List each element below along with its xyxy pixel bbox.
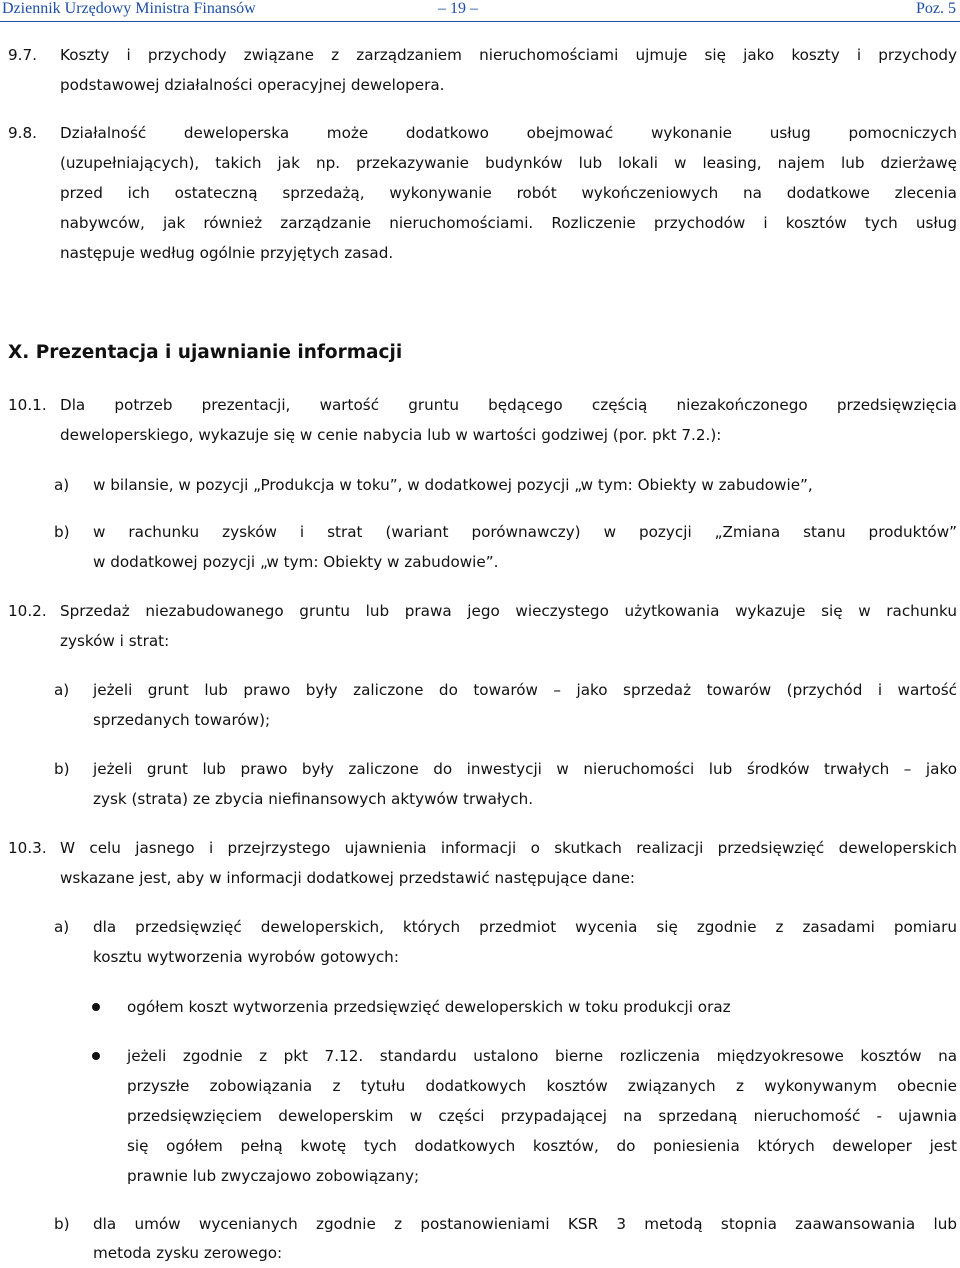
bullet-marker [92,1052,100,1060]
text-line: metoda zysku zerowego: [93,1244,283,1262]
item-letter: b) [54,760,70,778]
journal-title: Dziennik Urzędowy Ministra Finansów [2,0,256,17]
text-line: W celu jasnego i przejrzystego ujawnienia informacji o skutkach realizacji przedsięwzięć deweloperskich [60,839,957,857]
paragraph-number: 10.2. [8,602,47,620]
text-line: sprzedanych towarów); [93,711,271,729]
text-line: (uzupełniających), takich jak np. przekazywanie budynków lub lokali w leasing, najem lub dzierżawę [60,154,957,172]
page-header [0,0,960,22]
text-line: jeżeli zgodnie z pkt 7.12. standardu ustalono bierne rozliczenia międzyokresowe kosztów na [127,1047,957,1065]
text-line: w dodatkowej pozycji „w tym: Obiekty w zabudowie”. [93,553,499,571]
text-line: zysk (strata) ze zbycia niefinansowych aktywów trwałych. [93,790,534,808]
bullet-marker [92,1003,100,1011]
item-letter: b) [54,523,70,541]
text-line: prawnie lub zwyczajowo zobowiązany; [127,1167,420,1185]
text-line: Dla potrzeb prezentacji, wartość gruntu będącego częścią niezakończonego przedsięwzięcia [60,396,957,414]
text-line: Sprzedaż niezabudowanego gruntu lub prawa jego wieczystego użytkowania wykazuje się w rachunku [60,602,957,620]
text-line: ogółem koszt wytworzenia przedsięwzięć deweloperskich w toku produkcji oraz [127,998,731,1016]
text-line: dla przedsięwzięć deweloperskich, których przedmiot wycenia się zgodnie z zasadami pomiaru [93,918,957,936]
text-line: jeżeli grunt lub prawo były zaliczone do inwestycji w nieruchomości lub środków trwałych – jako [93,760,957,778]
item-letter: a) [54,681,70,699]
text-line: deweloperskiego, wykazuje się w cenie nabycia lub w wartości godziwej (por. pkt 7.2.): [60,426,722,444]
item-letter: b) [54,1215,70,1233]
text-line: kosztu wytworzenia wyrobów gotowych: [93,948,399,966]
text-line: w bilansie, w pozycji „Produkcja w toku”, w dodatkowej pozycji „w tym: Obiekty w zabudowie”, [93,476,813,494]
position-number: Poz. 5 [916,0,956,17]
text-line: wskazane jest, aby w informacji dodatkowej przedstawić następujące dane: [60,869,636,887]
text-line: się ogółem pełną kwotę tych dodatkowych kosztów, do poniesienia których deweloper jest [127,1137,957,1155]
item-letter: a) [54,476,70,494]
text-line: przyszłe zobowiązania z tytułu dodatkowych kosztów związanych z wykonywanym obecnie [127,1077,957,1095]
text-line: podstawowej działalności operacyjnej dewelopera. [60,76,445,94]
text-line: nabywców, jak również zarządzanie nieruchomościami. Rozliczenie przychodów i kosztów tych usług [60,214,957,232]
text-line: zysków i strat: [60,632,170,650]
section-title: X. Prezentacja i ujawnianie informacji [8,342,403,363]
paragraph-number: 9.7. [8,46,37,64]
paragraph-number: 10.1. [8,396,47,414]
item-letter: a) [54,918,70,936]
text-line: następuje według ogólnie przyjętych zasad. [60,244,394,262]
page-number: – 19 – [438,0,478,17]
header-rule [0,21,960,22]
text-line: Działalność deweloperska może dodatkowo obejmować wykonanie usług pomocniczych [60,124,957,142]
paragraph-number: 10.3. [8,839,47,857]
text-line: przedsięwzięciem deweloperskim w części przypadającej na sprzedaną nieruchomość - ujawnia [127,1107,957,1125]
text-line: jeżeli grunt lub prawo były zaliczone do towarów – jako sprzedaż towarów (przychód i wartość [93,681,957,699]
text-line: przed ich ostateczną sprzedażą, wykonywanie robót wykończeniowych na dodatkowe zlecenia [60,184,957,202]
text-line: dla umów wycenianych zgodnie z postanowieniami KSR 3 metodą stopnia zaawansowania lub [93,1215,957,1233]
text-line: Koszty i przychody związane z zarządzaniem nieruchomościami ujmuje się jako koszty i przychody [60,46,957,64]
paragraph-number: 9.8. [8,124,37,142]
text-line: w rachunku zysków i strat (wariant porównawczy) w pozycji „Zmiana stanu produktów” [93,523,957,541]
